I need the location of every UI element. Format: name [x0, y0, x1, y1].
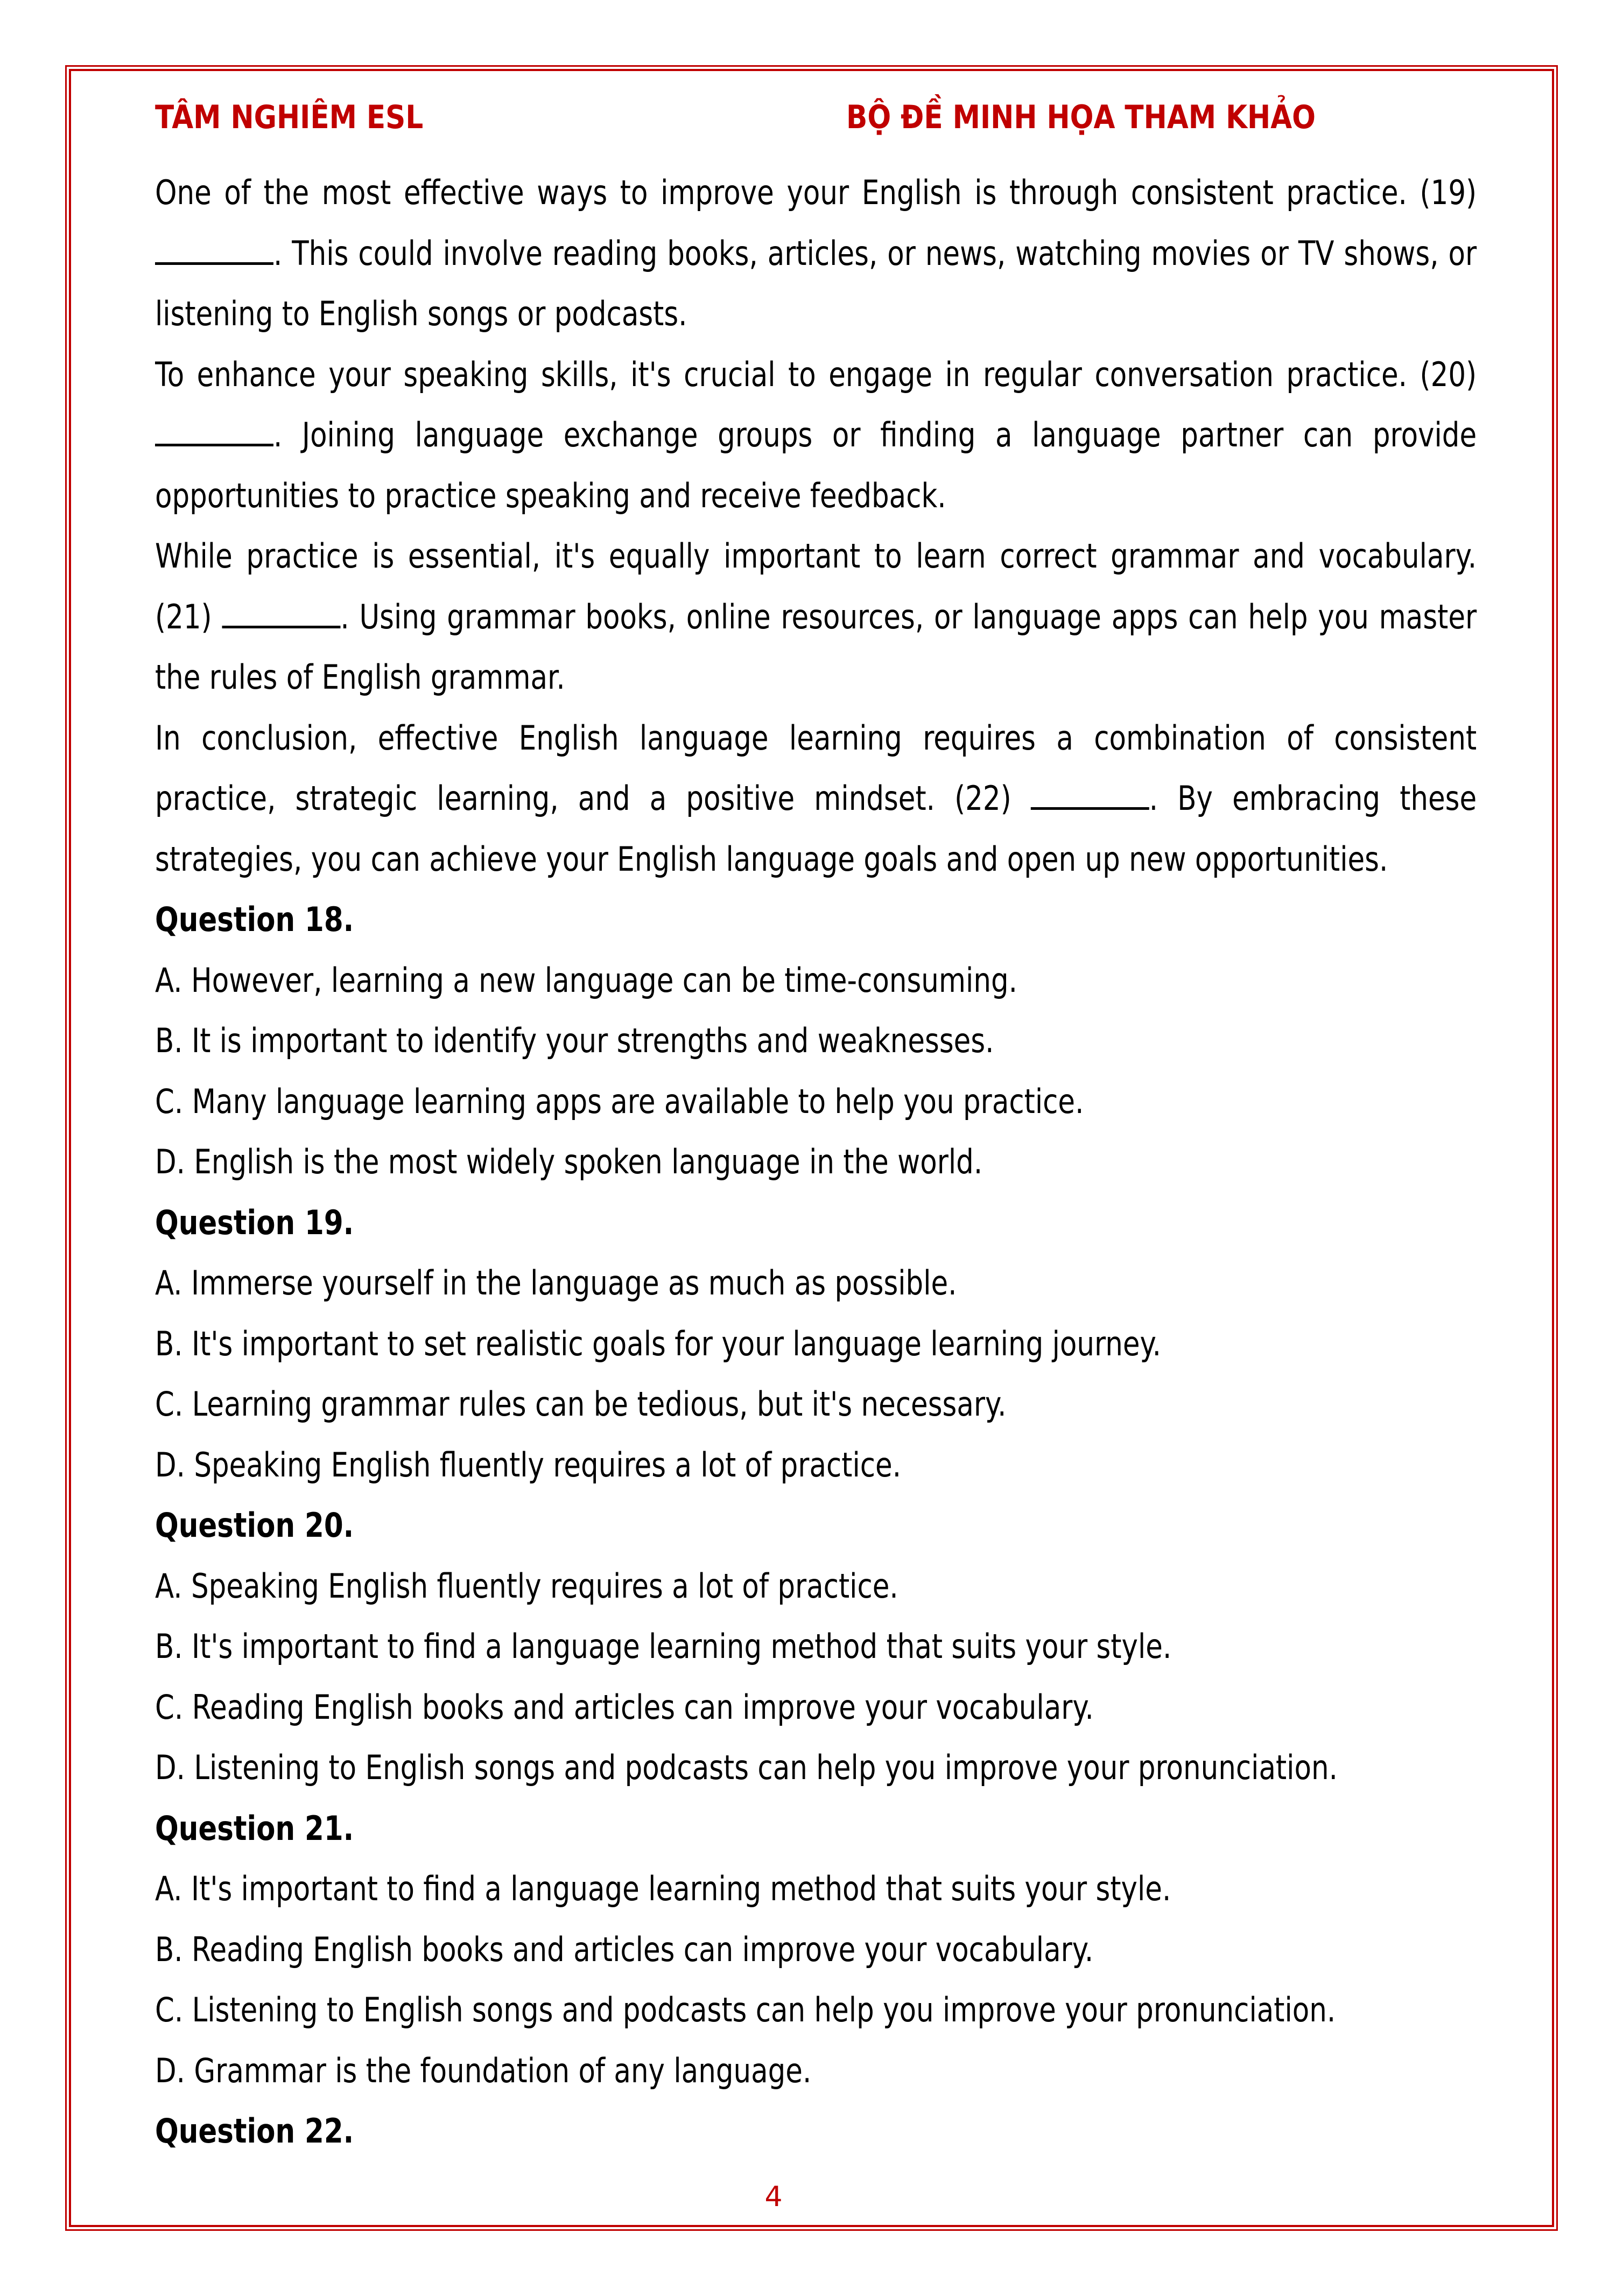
- page-header: [155, 95, 1476, 140]
- paragraph-text-after: . This could involve reading books, articles, or news, watching movies or TV shows, or listening to English songs or podcasts.: [155, 233, 1477, 333]
- question-title: Question 18.: [155, 900, 354, 939]
- option-c: C. Reading English books and articles can improve your vocabulary.: [155, 1687, 1094, 1727]
- option-c: C. Listening to English songs and podcasts can help you improve your pronunciation.: [155, 1990, 1336, 2029]
- question-19: [155, 1193, 1477, 1496]
- question-title: Question 21.: [155, 1808, 354, 1848]
- question-title: Question 20.: [155, 1506, 354, 1545]
- option-a: A. It's important to find a language learning method that suits your style.: [155, 1869, 1171, 1908]
- option-a: A. Speaking English fluently requires a lot of practice.: [155, 1566, 898, 1606]
- page-number: 4: [764, 2181, 783, 2213]
- question-21: [155, 1798, 1477, 2102]
- paragraph-text-before: In conclusion, effective English language learning requires a combination of consistent practice, strategic learning, and a positive mindset. (22): [155, 718, 1477, 818]
- paragraph-text-after: . Joining language exchange groups or finding a language partner can provide opportunities to practice speaking and receive feedback.: [155, 415, 1477, 515]
- option-b: B. It's important to find a language learning method that suits your style.: [155, 1627, 1172, 1666]
- question-20: [155, 1495, 1477, 1798]
- question-title: Question 22.: [155, 2111, 354, 2151]
- paragraph-text-after: . By embracing these strategies, you can achieve your English language goals and open up new opportunities.: [155, 779, 1477, 879]
- option-b: B. It is important to identify your strengths and weaknesses.: [155, 1021, 994, 1060]
- option-a: A. However, learning a new language can be time-consuming.: [155, 960, 1017, 1000]
- passage-paragraph: [155, 526, 1477, 708]
- header-title: BỘ ĐỀ MINH HỌA THAM KHẢO: [846, 99, 1316, 136]
- passage-paragraph: [155, 708, 1477, 890]
- document-body: [155, 163, 1479, 2176]
- answer-blank-19: [155, 235, 273, 265]
- question-22: [155, 2101, 1477, 2162]
- option-c: C. Learning grammar rules can be tedious, but it's necessary.: [155, 1384, 1007, 1424]
- answer-blank-22: [1031, 780, 1149, 810]
- answer-blank-20: [155, 417, 273, 446]
- option-b: B. It's important to set realistic goals for your language learning journey.: [155, 1324, 1162, 1363]
- paragraph-text-before: One of the most effective ways to improve your English is through consistent practice. (19): [155, 173, 1477, 212]
- option-b: B. Reading English books and articles can improve your vocabulary.: [155, 1929, 1094, 1969]
- paragraph-text-before: While practice is essential, it's equally important to learn correct grammar and vocabulary. (21): [155, 536, 1477, 636]
- answer-blank-21: [222, 599, 340, 628]
- option-a: A. Immerse yourself in the language as much as possible.: [155, 1263, 957, 1303]
- option-d: D. Listening to English songs and podcasts can help you improve your pronunciation.: [155, 1748, 1338, 1787]
- question-18: [155, 890, 1477, 1193]
- question-title: Question 19.: [155, 1202, 354, 1242]
- header-brand: TÂM NGHIÊM ESL: [155, 99, 424, 136]
- option-c: C. Many language learning apps are available to help you practice.: [155, 1081, 1084, 1121]
- option-d: D. English is the most widely spoken language in the world.: [155, 1142, 983, 1181]
- option-d: D. Speaking English fluently requires a lot of practice.: [155, 1445, 902, 1485]
- paragraph-text-after: . Using grammar books, online resources, or language apps can help you master the rules of English grammar.: [155, 597, 1477, 697]
- document-content: [155, 163, 1477, 2162]
- passage-paragraph: [155, 345, 1477, 527]
- paragraph-text-before: To enhance your speaking skills, it's crucial to engage in regular conversation practice. (20): [155, 354, 1477, 394]
- passage-paragraph: [155, 163, 1477, 345]
- option-d: D. Grammar is the foundation of any language.: [155, 2050, 812, 2090]
